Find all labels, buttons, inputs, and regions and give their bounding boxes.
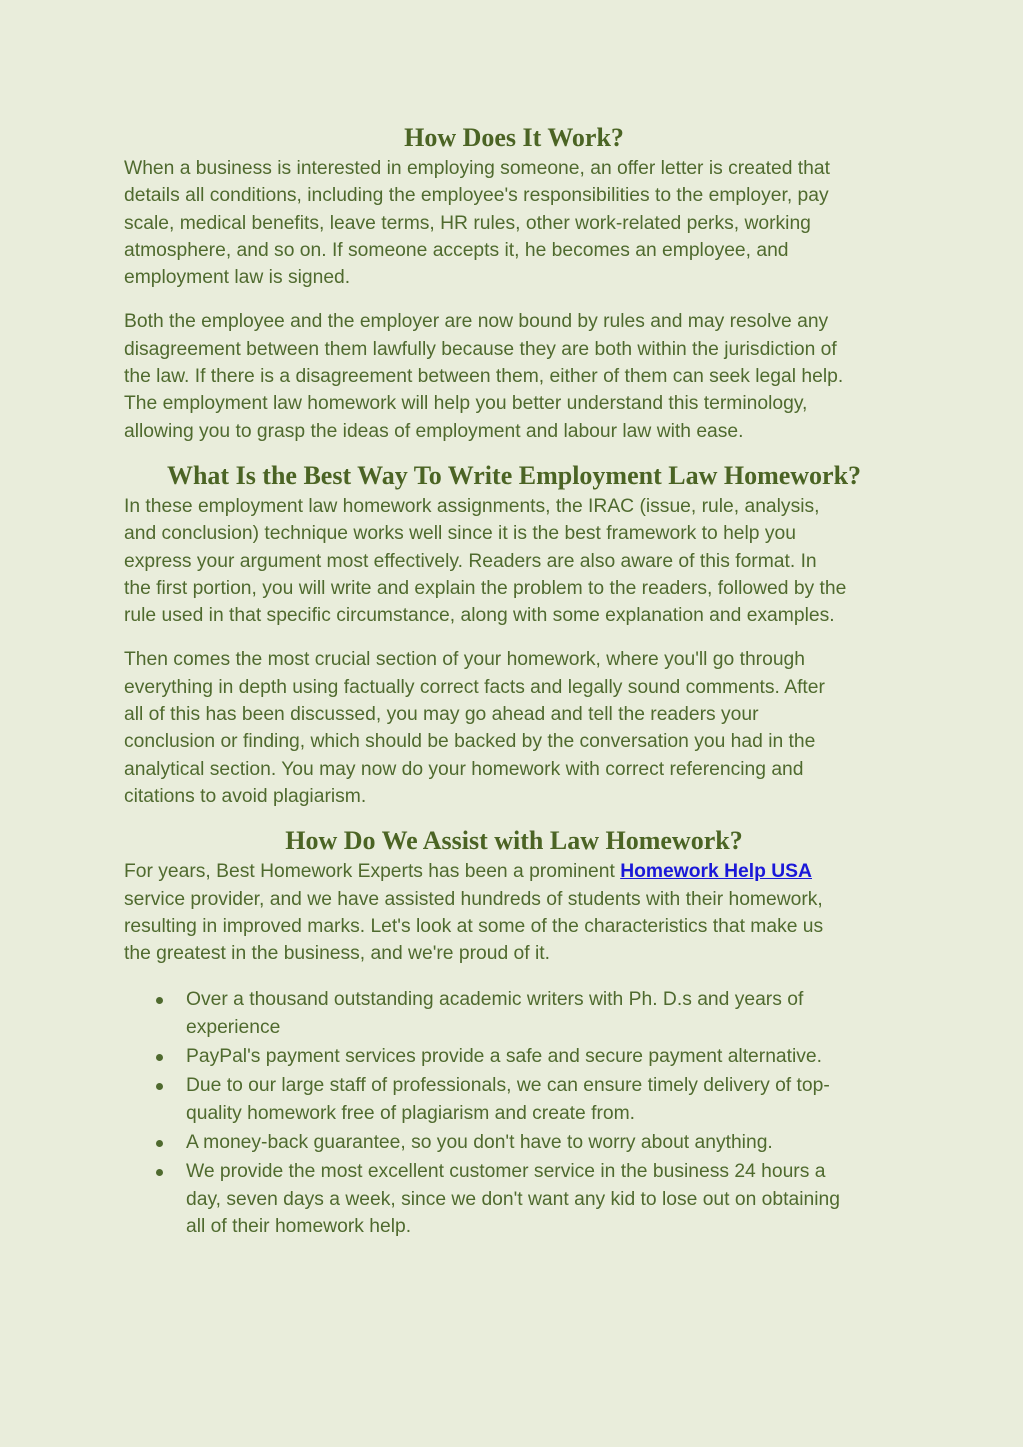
intro-text: For years, Best Homework Experts has been a prominent (124, 861, 621, 883)
text-line: day, seven days a week, since we don't want any kid to lose out on obtaining (186, 1188, 840, 1210)
text-line: the greatest in the business, and we're proud of it. (124, 943, 550, 965)
paragraph-irac (124, 493, 904, 629)
text-line: Over a thousand outstanding academic writers with Ph. D.s and years of (186, 989, 804, 1011)
features-list (124, 986, 904, 1240)
bullet-icon (156, 1169, 163, 1176)
text-line: disagreement between them lawfully because they are both within the jurisdiction of (124, 338, 837, 360)
text-line: PayPal's payment services provide a safe and secure payment alternative. (186, 1046, 823, 1068)
text-line: service provider, and we have assisted hundreds of students with their homework, (124, 888, 823, 910)
text-line: everything in depth using factually correct facts and legally sound comments. After (124, 676, 825, 698)
homework-help-usa-link[interactable]: Homework Help USA (620, 861, 812, 883)
list-item (124, 1129, 904, 1156)
text-line: analytical section. You may now do your homework with correct referencing and (124, 758, 804, 780)
text-line: Then comes the most crucial section of your homework, where you'll go through (124, 649, 805, 671)
text-line: Both the employee and the employer are now bound by rules and may resolve any (124, 311, 829, 333)
list-item (124, 1043, 904, 1070)
text-line: We provide the most excellent customer service in the business 24 hours a (186, 1161, 826, 1183)
text-line: allowing you to grasp the ideas of employment and labour law with ease. (124, 420, 744, 442)
heading-how-does-it-work: How Does It Work? (404, 123, 624, 152)
list-item (124, 986, 904, 1041)
heading-best-way-to-write: What Is the Best Way To Write Employment Law Homework? (166, 460, 862, 490)
text-line: scale, medical benefits, leave terms, HR rules, other work-related perks, working (124, 212, 811, 234)
text-line: resulting in improved marks. Let's look at some of the characteristics that make us (124, 915, 824, 937)
text-line: The employment law homework will help you better understand this terminology, (124, 393, 808, 415)
text-line: all of this has been discussed, you may go ahead and tell the readers your (124, 704, 759, 726)
text-line: the law. If there is a disagreement between them, either of them can seek legal help. (124, 366, 844, 388)
text-line: In these employment law homework assignments, the IRAC (issue, rule, analysis, (124, 495, 820, 517)
bullet-icon (156, 1083, 163, 1090)
text-line (124, 858, 904, 885)
paragraph-offer-letter (124, 155, 904, 291)
paragraph-crucial-section (124, 646, 904, 810)
heading-how-we-assist: How Do We Assist with Law Homework? (285, 826, 743, 856)
text-line: the first portion, you will write and explain the problem to the readers, followed by the (124, 577, 847, 599)
text-line: conclusion or finding, which should be backed by the conversation you had in the (124, 731, 816, 753)
paragraph-bound-by-rules (124, 308, 904, 444)
bullet-icon (156, 1140, 163, 1147)
text-line: details all conditions, including the employee's responsibilities to the employer, pay (124, 185, 829, 207)
document-page (124, 121, 904, 1242)
bullet-icon (156, 997, 163, 1004)
text-line: Due to our large staff of professionals, we can ensure timely delivery of top- (186, 1075, 830, 1097)
text-line: quality homework free of plagiarism and create from. (186, 1102, 636, 1124)
text-line: A money-back guarantee, so you don't have to worry about anything. (186, 1131, 773, 1153)
paragraph-best-homework-experts (124, 858, 904, 967)
list-item (124, 1072, 904, 1127)
text-line: express your argument most effectively. Readers are also aware of this format. In (124, 550, 817, 572)
list-item (124, 1158, 904, 1240)
text-line: When a business is interested in employing someone, an offer letter is created that (124, 158, 830, 179)
text-line: experience (186, 1016, 281, 1038)
text-line: rule used in that specific circumstance, along with some explanation and examples. (124, 605, 835, 627)
text-line: employment law is signed. (124, 267, 351, 289)
text-line: atmosphere, and so on. If someone accepts it, he becomes an employee, and (124, 239, 789, 261)
text-line: and conclusion) technique works well since it is the best framework to help you (124, 523, 796, 545)
bullet-icon (156, 1054, 163, 1061)
text-line: all of their homework help. (186, 1215, 412, 1237)
text-line: citations to avoid plagiarism. (124, 785, 367, 807)
